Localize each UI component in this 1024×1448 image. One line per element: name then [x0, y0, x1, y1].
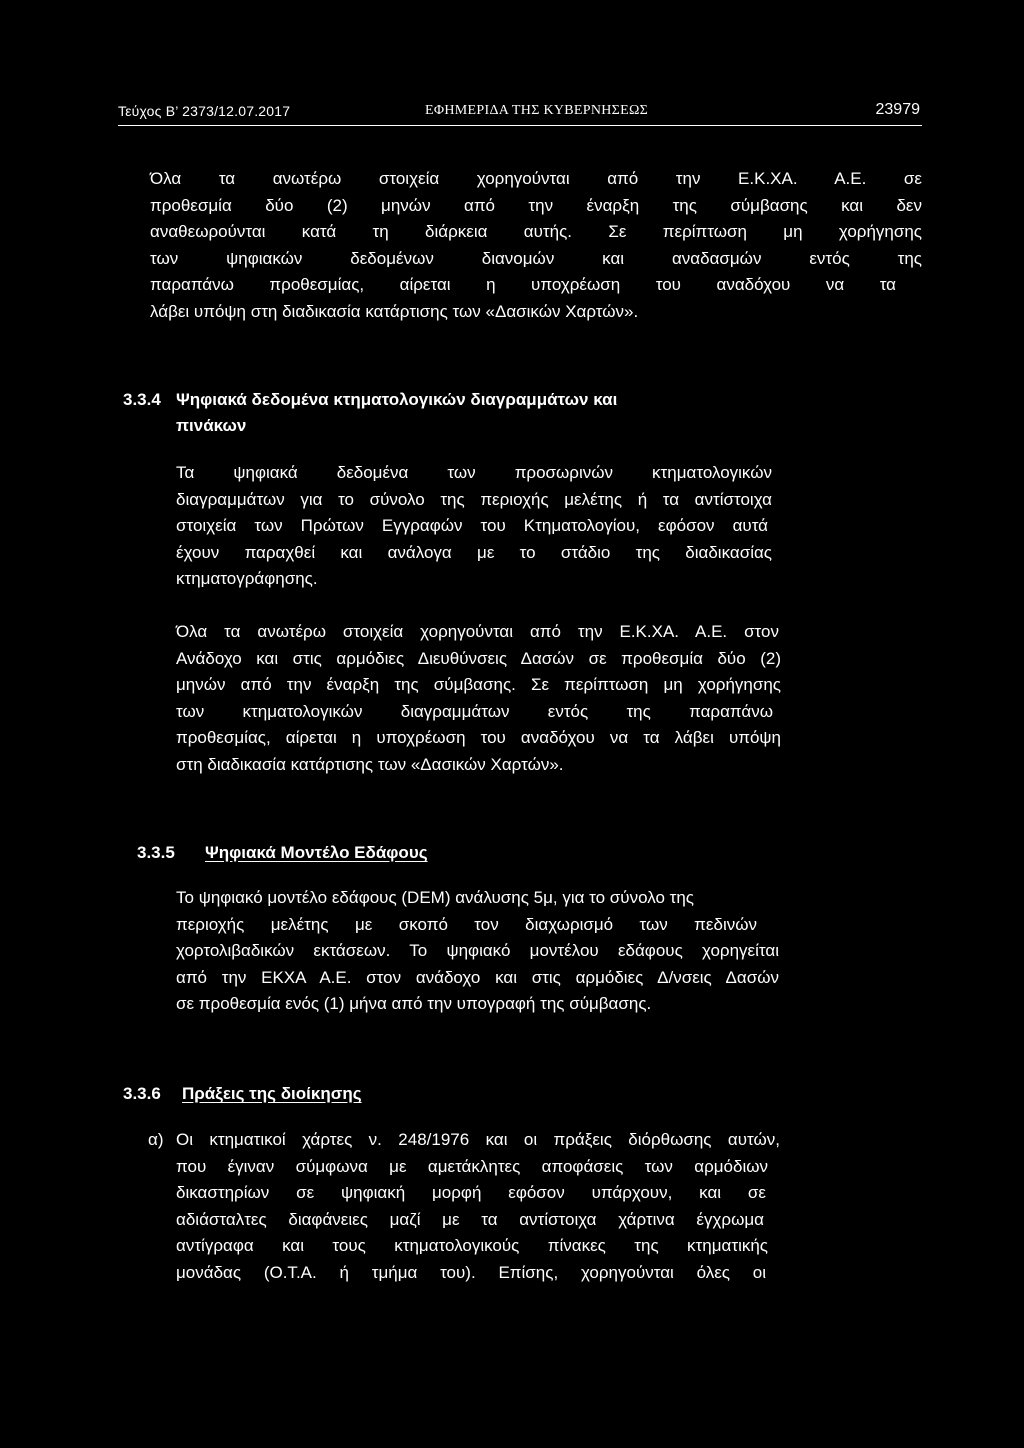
section-heading-3-3-5	[137, 840, 537, 868]
text-line: των ψηφιακών δεδομένων διανομών και αναδασμών εντός της	[150, 248, 922, 268]
text-line: αδιάσταλτες διαφάνειες μαζί με τα αντίστοιχα χάρτινα έγχρωμα	[176, 1209, 764, 1229]
text-line: παραπάνω προθεσμίας, αίρεται η υποχρέωση του αναδόχου να τα	[150, 275, 896, 294]
section-number: 3.3.4	[123, 390, 161, 409]
paragraph-availability	[150, 166, 922, 325]
list-marker: α)	[148, 1130, 164, 1149]
text-line: σε προθεσμία ενός (1) μήνα από την υπογραφή της σύμβασης.	[176, 994, 652, 1013]
text-line: από την ΕΚΧΑ Α.Ε. στον ανάδοχο και στις αρμόδιες Δ/νσεις Δασών	[176, 967, 779, 987]
text-line: μηνών από την έναρξη της σύμβασης. Σε περίπτωση μη χορήγησης	[176, 675, 781, 694]
text-line: στη διαδικασία κατάρτισης των «Δασικών Χαρτών».	[176, 754, 564, 774]
section-heading-3-3-4	[123, 387, 923, 443]
paragraph-cadastral-data	[176, 460, 772, 593]
section-number: 3.3.5	[137, 843, 175, 862]
gazette-title: ΕΦΗΜΕΡΙΔΑ ΤΗΣ ΚΥΒΕΡΝΗΣΕΩΣ	[425, 103, 649, 118]
text-line: Ανάδοχο και στις αρμόδιες Διευθύνσεις Δασών σε προθεσμία δύο (2)	[176, 648, 781, 668]
text-line: περιοχής μελέτης με σκοπό τον διαχωρισμό των πεδινών	[176, 914, 757, 934]
text-line: Όλα τα ανωτέρω στοιχεία χορηγούνται από την Ε.Κ.ΧΑ. Α.Ε. σε	[150, 169, 922, 188]
text-line: λάβει υπόψη στη διαδικασία κατάρτισης των «Δασικών Χαρτών».	[150, 301, 639, 321]
section-title: Πράξεις της διοίκησης	[182, 1084, 362, 1103]
text-line: που έγιναν σύμφωνα με αμετάκλητες αποφάσεις των αρμόδιων	[176, 1156, 768, 1176]
section-number: 3.3.6	[123, 1084, 161, 1103]
issue-reference: Τεύχος Β’ 2373/12.07.2017	[118, 103, 291, 119]
text-line: προθεσμία δύο (2) μηνών από την έναρξη της σύμβασης και δεν	[150, 195, 922, 215]
list-item-a	[148, 1127, 788, 1286]
paragraph-cadastral-availability	[176, 619, 781, 778]
section-title-line: πινάκων	[176, 416, 247, 435]
text-line: Οι κτηματικοί χάρτες ν. 248/1976 και οι πράξεις διόρθωσης αυτών,	[176, 1130, 780, 1149]
text-line: κτηματογράφησης.	[176, 569, 318, 588]
text-line: διαγραμμάτων για το σύνολο της περιοχής μελέτης ή τα αντίστοιχα	[176, 489, 772, 509]
text-line: Όλα τα ανωτέρω στοιχεία χορηγούνται από την Ε.Κ.ΧΑ. Α.Ε. στον	[176, 622, 779, 641]
text-line: Το ψηφιακό μοντέλο εδάφους (DEM) ανάλυσης 5μ, για το σύνολο της	[176, 888, 695, 907]
text-line: έχουν παραχθεί και ανάλογα με το στάδιο της διαδικασίας	[176, 542, 772, 562]
text-line: προθεσμίας, αίρεται η υποχρέωση του αναδόχου να τα λάβει υπόψη	[176, 728, 781, 747]
text-line: των κτηματολογικών διαγραμμάτων εντός της παραπάνω	[176, 701, 773, 721]
page-number: 23979	[875, 101, 920, 118]
text-line: μονάδας (Ο.Τ.Α. ή τμήμα του). Επίσης, χορηγούνται όλες οι	[176, 1262, 766, 1282]
page-header	[118, 101, 922, 126]
text-line: δικαστηρίων σε ψηφιακή μορφή εφόσον υπάρχουν, και σε	[176, 1183, 766, 1202]
paragraph-dem	[176, 885, 779, 1018]
section-title-line: Ψηφιακά δεδομένα κτηματολογικών διαγραμμάτων και	[176, 390, 618, 409]
section-heading-3-3-6	[123, 1081, 523, 1109]
text-line: αντίγραφα και τους κτηματολογικούς πίνακες της κτηματικής	[176, 1236, 768, 1255]
text-line: αναθεωρούνται κατά τη διάρκεια αυτής. Σε περίπτωση μη χορήγησης	[150, 222, 922, 241]
text-line: στοιχεία των Πρώτων Εγγραφών του Κτηματολογίου, εφόσον αυτά	[176, 516, 768, 535]
text-line: Τα ψηφιακά δεδομένα των προσωρινών κτηματολογικών	[176, 463, 772, 482]
section-title: Ψηφιακά Μοντέλο Εδάφους	[205, 843, 428, 862]
text-line: χορτολιβαδικών εκτάσεων. Το ψηφιακό μοντέλου εδάφους χορηγείται	[176, 941, 779, 960]
